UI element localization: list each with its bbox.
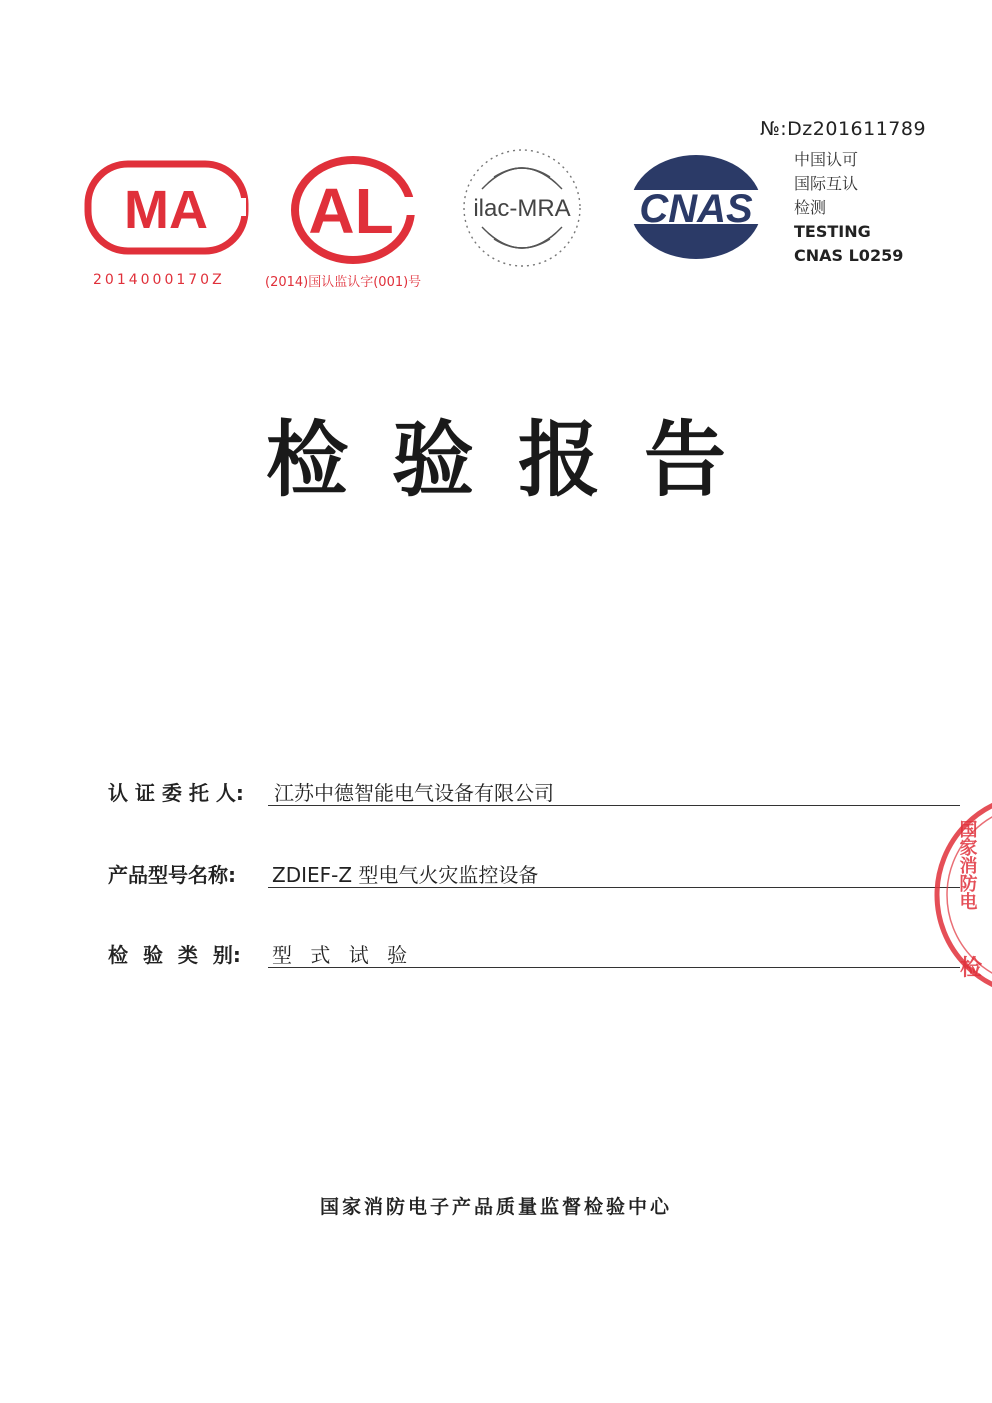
cal-logo — [288, 155, 418, 265]
cal-code: (2014)国认监认字(001)号 — [265, 275, 422, 290]
cma-logo — [84, 160, 249, 255]
client-label: 认 证 委 托 人: — [108, 781, 244, 805]
cnas-line-2: 国际互认 — [794, 174, 859, 193]
cnas-line-5: CNAS L0259 — [794, 246, 904, 265]
cma-logo-text: MA — [124, 180, 208, 240]
cnas-line-4: TESTING — [794, 222, 871, 241]
cma-code: 2014000170Z — [93, 272, 225, 288]
inspection-type-underline — [268, 967, 960, 968]
cnas-accreditation-note — [794, 148, 903, 268]
client-value: 江苏中德智能电气设备有限公司 — [274, 781, 554, 805]
client-row — [108, 777, 960, 811]
inspection-type-row — [108, 939, 960, 973]
product-value: ZDIEF-Z 型电气火灾监控设备 — [272, 863, 539, 887]
inspection-type-value: 型 式 试 验 — [272, 943, 414, 967]
cal-logo-text: AL — [308, 175, 394, 247]
client-underline — [268, 805, 960, 806]
issuing-organization: 国家消防电子产品质量监督检验中心 — [319, 1196, 672, 1218]
cnas-line-3: 检测 — [794, 198, 827, 217]
report-title: 检验报告 — [265, 412, 770, 508]
report-number: №:Dz201611789 — [760, 118, 927, 140]
product-label: 产品型号名称: — [108, 863, 236, 887]
ilac-mra-text: ilac-MRA — [473, 195, 571, 222]
inspection-type-label: 检 验 类 别: — [108, 943, 241, 967]
seal-text-2: 检 — [960, 956, 983, 981]
product-row — [108, 859, 960, 893]
product-underline — [268, 887, 960, 888]
seal-text: 国家消防电 — [956, 820, 978, 910]
ilac-mra-logo — [458, 143, 586, 273]
cnas-line-1: 中国认可 — [794, 150, 859, 169]
cnas-logo — [620, 152, 772, 262]
official-seal — [922, 790, 992, 1000]
cnas-logo-text: CNAS — [639, 187, 753, 231]
